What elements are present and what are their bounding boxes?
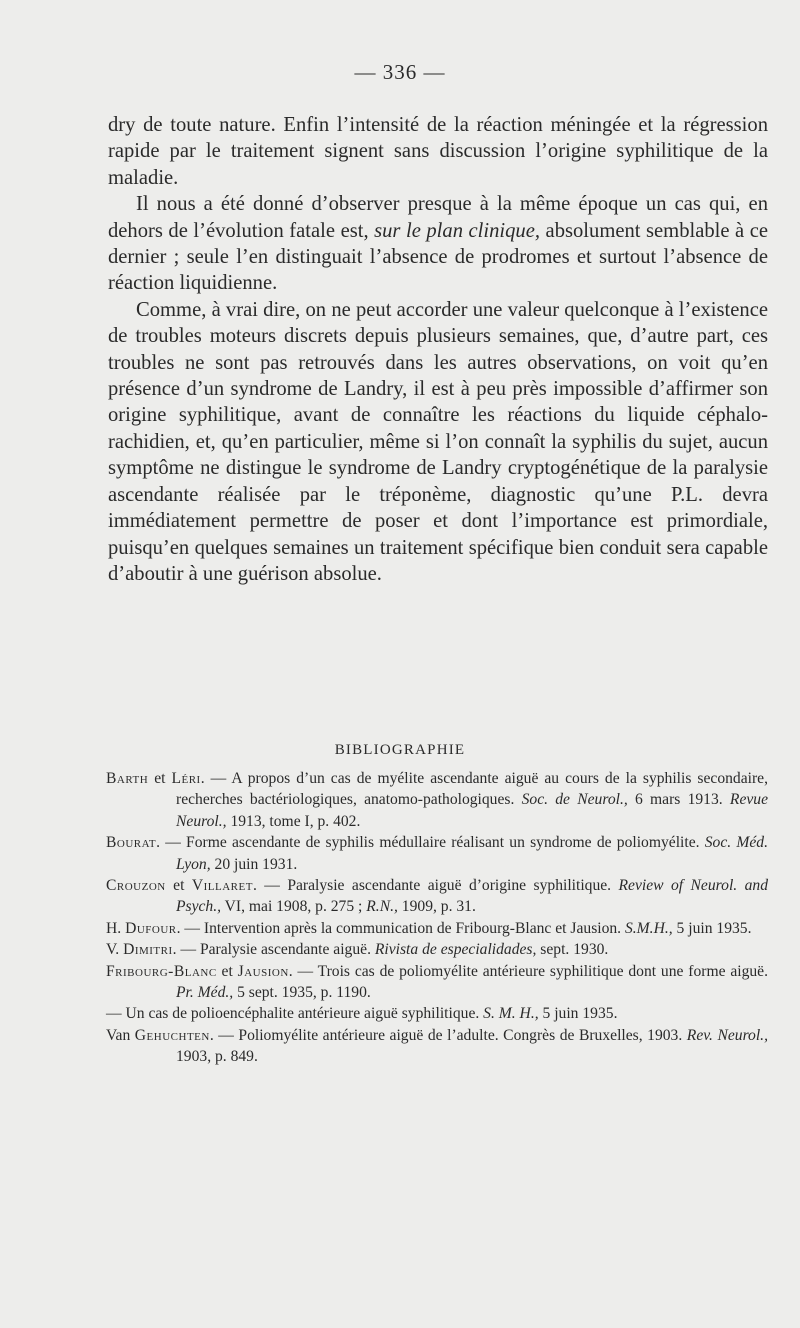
bib-author: Barth [106,770,149,787]
bib-initial: Van [106,1026,135,1044]
bib-separator: et [148,770,172,787]
bib-text: 20 juin 1931. [210,855,298,873]
paragraph-3: Comme, à vrai dire, on ne peut accorder une valeur quelconque à l’existence de troubles moteurs discrets depuis plusieurs semaines, que, d’autre part, ces troubles ne sont pas retrouvés dans les autres observations, on voit qu’en présence d’un syndrome de Landry, il est à peu près impossible d’affirmer son origine syphilitique, avant de connaître les réactions du liquide céphalo-rachidien, et, qu’en particulier, même si l’on connaît la syphilis du sujet, aucun symptôme ne distingue le syndrome de Landry cryptogénétique de la paralysie ascendante réalisée par le tréponème, diagnostic qu’une P.L. devra immédiatement permettre de poser et dont l’importance est primordiale, puisqu’en quelques semaines un traitement spécifique bien conduit sera capable d’aboutir à une guérison absolue. [108,298,768,585]
bib-entry [106,961,768,1004]
bib-text: 5 sept. 1935, p. 1190. [233,984,371,1002]
bib-journal: S.M.H., [624,919,673,937]
bib-text: VI, mai 1908, p. 275 ; [221,898,367,916]
page-number: — 336 — [354,60,446,84]
bib-text: 1903, p. 849. [176,1048,258,1066]
bib-text: . — Forme ascendante de syphilis médullaire réalisant un syndrome de poliomyélite. [156,834,705,852]
bib-text: 1913, tome I, p. 402. [226,812,361,830]
bib-author: Léri [171,770,201,787]
bib-journal: S. M. H., [483,1005,539,1023]
bib-author: Crouzon [106,877,166,895]
bib-journal: Pr. Méd., [176,984,234,1002]
bib-author: Jausion [237,962,289,980]
paragraph-2 [108,191,768,297]
bibliography-heading: BIBLIOGRAPHIE [334,742,466,758]
bib-journal: Soc. de Neurol., [521,791,628,809]
bib-ditto-dash: — [106,1005,126,1023]
bib-journal: R.N., [366,898,398,916]
bib-text: . — A propos d’un cas de myélite ascendante aiguë au cours de la syphilis secondaire, recherches bactériologiques, anatomo-pathologiques. [176,770,768,809]
bib-separator: et [216,962,238,980]
bib-text: . — Paralysie ascendante aiguë d’origine syphilitique. [252,877,619,895]
bib-journal: Revue Neurol., [176,791,769,830]
bib-text: . — Paralysie ascendante aiguë. [172,941,375,959]
bib-text: sept. 1930. [536,941,609,959]
bib-author: Dufour [125,919,177,937]
bib-text: . — Intervention après la communication de Fribourg-Blanc et Jausion. [176,919,625,937]
bib-entry [106,918,768,939]
bib-journal: Soc. Méd. Lyon, [176,834,769,873]
paragraph-2-text-b: absolument semblable à ce dernier ; seule l’en distinguait l’absence de prodromes et surtout l’absence de réaction liquidienne. [108,219,769,295]
bib-journal: Rivista de especialidades, [374,941,537,959]
bib-initial: V. [106,941,124,959]
bib-text: 6 mars 1913. [627,791,730,809]
bib-separator: et [165,877,192,895]
bib-text: 5 juin 1935. [538,1005,618,1023]
bib-text: . — Poliomyélite antérieure aiguë de l’adulte. Congrès de Bruxelles, 1903. [209,1026,687,1044]
bib-entry [106,768,768,832]
bibliography-list [106,768,768,1068]
bib-text: 1909, p. 31. [397,898,476,916]
paragraph-2-text-a: Il nous a été donné d’observer presque à la même époque un cas qui, en dehors de l’évolution fatale est, [108,193,768,242]
bib-text: 5 juin 1935. [672,919,752,937]
bib-author: Fribourg-Blanc [106,962,217,980]
bib-text: Un cas de polioencéphalite antérieure aiguë syphilitique. [125,1005,484,1023]
bib-entry [106,1025,768,1068]
bib-journal: Review of Neurol. and Psych., [176,877,768,916]
paragraph-1: dry de toute nature. Enfin l’intensité de la réaction méningée et la régression rapide par le traitement signent sans discussion l’origine syphilitique de la maladie. [108,114,768,189]
bib-author: Dimitri [123,941,173,959]
bib-entry [106,939,768,960]
bib-entry [106,832,768,875]
bib-journal: Rev. Neurol., [686,1026,768,1044]
bib-entry [106,1003,768,1024]
bib-author: Villaret [191,877,253,895]
bib-entry [106,875,768,918]
bib-author: Bourat [106,834,157,852]
bib-text: . — Trois cas de poliomyélite antérieure syphilitique dont une forme aiguë. [288,962,769,980]
bib-author: Gehuchten [134,1026,210,1044]
paragraph-2-emphasis: sur le plan clinique, [374,219,541,242]
body-text [108,112,768,587]
bib-initial: H. [106,919,126,937]
